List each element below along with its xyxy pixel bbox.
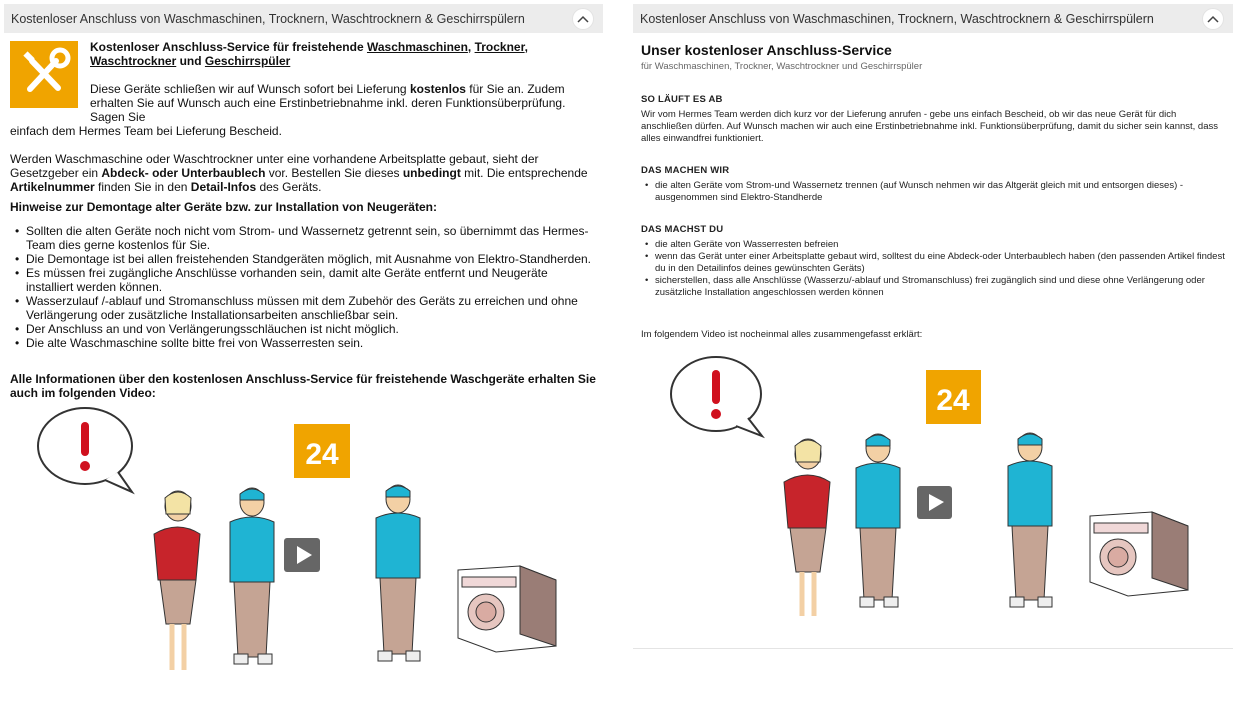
list-item: • wenn das Gerät unter einer Arbeitsplatte gebaut wird, solltest du eine Abdeck-oder Unterbaublech haben (den passenden Artikel findest du in den Detailinfos deines gewünschten Geräts) — [641, 251, 1225, 275]
list-item: • Sollten die alten Geräte noch nicht vom Strom- und Wassernetz getrennt sein, so übernimmt das Hermes-Team dies gerne kostenlos für Sie. — [10, 224, 597, 252]
link-waschmaschinen[interactable]: Waschmaschinen — [366, 40, 468, 54]
mounting-paragraph: Werden Waschmaschine oder Waschtrockner unter eine vorhandene Arbeitsplatte gebaut, sieht der Gesetzgeber ein Abdeck- oder Unterbaublech vor. Bestellen Sie dieses unbedingt mit. Die entsprechende Artikelnummer finden Sie in den Detail-Infos des Geräts. — [10, 152, 588, 194]
accordion-header[interactable] — [4, 4, 603, 33]
video-player[interactable] — [20, 402, 580, 692]
page-subtitle: für Waschmaschinen, Trockner, Waschtrockner und Geschirrspüler — [641, 61, 923, 72]
hints-heading: Hinweise zur Demontage alter Geräte bzw. zur Installation von Neugeräten: — [10, 200, 437, 214]
woman-figure — [154, 491, 200, 670]
left-panel — [4, 4, 603, 400]
badge-24 — [294, 424, 350, 478]
service-title: Kostenloser Anschluss-Service für freistehende Waschmaschinen, Trockner, Waschtrockner und Geschirrspüler — [90, 40, 528, 68]
list-item: • Die alte Waschmaschine sollte bitte frei von Wasserresten sein. — [10, 336, 597, 350]
section-heading: SO LÄUFT ES AB — [641, 94, 723, 105]
link-trockner[interactable]: Trockner — [474, 40, 525, 54]
list-item: • Der Anschluss an und von Verlängerungsschläuchen ist nicht möglich. — [10, 322, 597, 336]
divider — [633, 648, 1233, 649]
section-heading: DAS MACHST DU — [641, 224, 724, 235]
man-figure-1 — [230, 488, 274, 664]
washing-machine-illustration — [458, 566, 556, 652]
svg-text:24: 24 — [305, 438, 339, 471]
page-title: Unser kostenloser Anschluss-Service — [641, 42, 892, 58]
intro-tail: einfach dem Hermes Team bei Lieferung Bescheid. — [10, 124, 282, 138]
accordion-title: Kostenloser Anschluss von Waschmaschinen, Trocknern, Waschtrocknern & Geschirrspülern — [640, 11, 1154, 26]
woman-figure — [784, 439, 830, 616]
list-item: • Wasserzulauf /-ablauf und Stromanschluss müssen mit dem Zubehör des Geräts zu erreichen und ohne Verlängerung oder zusätzliche Installationsarbeiten anschließbar sein. — [10, 294, 597, 322]
link-geschirrspueler[interactable]: Geschirrspüler — [204, 54, 291, 68]
video-player[interactable] — [660, 350, 1220, 630]
list-item: • die alten Geräte von Wasserresten befreien — [641, 239, 1225, 251]
tools-icon — [10, 41, 78, 108]
washing-machine-illustration — [1090, 512, 1188, 596]
hints-list — [10, 224, 597, 350]
service-content — [633, 33, 1233, 341]
process-paragraph: Wir vom Hermes Team werden dich kurz vor der Lieferung anrufen - gebe uns einfach Bescheid, ob wir das neue Gerät für dich anschließen dürfen. Auf Wunsch machen wir auch eine Erstinbetriebnahme inkl. Funktionsüberprüfung, damit du sicher sein kannst, dass alles einwandfrei funktioniert. — [641, 109, 1218, 144]
speech-bubble-alert-icon — [38, 408, 132, 492]
video-intro-text: Im folgendem Video ist nocheinmal alles zusammengefasst erklärt: — [641, 329, 923, 340]
chevron-up-icon — [1207, 15, 1219, 23]
play-button[interactable] — [917, 486, 952, 519]
accordion-header[interactable] — [633, 4, 1233, 33]
badge-24 — [926, 370, 981, 424]
right-panel — [633, 4, 1233, 341]
speech-bubble-alert-icon — [671, 357, 762, 436]
collapse-button[interactable] — [1202, 8, 1224, 30]
list-item: • Die Demontage ist bei allen freistehenden Standgeräten möglich, mit Ausnahme von Elektro-Standherden. — [10, 252, 597, 266]
intro-paragraph: Diese Geräte schließen wir auf Wunsch sofort bei Lieferung kostenlos für Sie an. Zudem erhalten Sie auf Wunsch auch eine Erstinbetriebnahme inkl. deren Funktionsüberprüfung. Sagen Sie — [90, 82, 566, 124]
section-heading: DAS MACHEN WIR — [641, 165, 730, 176]
play-button[interactable] — [284, 538, 320, 572]
list-item: • sicherstellen, dass alle Anschlüsse (Wasserzu/-ablauf und Stromanschluss) frei zugänglich sind und diese ohne Verlängerung oder zusätzliche Installation angeschlossen werden können — [641, 275, 1225, 299]
video-intro-text: Alle Informationen über den kostenlosen Anschluss-Service für freistehende Waschgeräte erhalten Sie auch im folgenden Video: — [10, 372, 596, 400]
list-item: • die alten Geräte vom Strom-und Wassernetz trennen (auf Wunsch nehmen wir das Altgerät gleich mit und entsorgen dieses) - ausgenommen sind Elektro-Standherde — [641, 180, 1225, 204]
chevron-up-icon — [577, 15, 589, 23]
link-waschtrockner[interactable]: Waschtrockner — [90, 54, 177, 68]
svg-text:24: 24 — [936, 384, 970, 417]
accordion-title: Kostenloser Anschluss von Waschmaschinen, Trocknern, Waschtrocknern & Geschirrspülern — [11, 11, 525, 26]
man-figure-1 — [856, 434, 900, 607]
man-figure-2 — [1008, 433, 1052, 607]
list-item: • Es müssen frei zugängliche Anschlüsse vorhanden sein, damit alte Geräte entfernt und Neugeräte installiert werden können. — [10, 266, 597, 294]
collapse-button[interactable] — [572, 8, 594, 30]
we-do-list — [641, 180, 1225, 204]
man-figure-2 — [376, 485, 420, 661]
you-do-list — [641, 239, 1225, 299]
service-content — [4, 33, 603, 400]
